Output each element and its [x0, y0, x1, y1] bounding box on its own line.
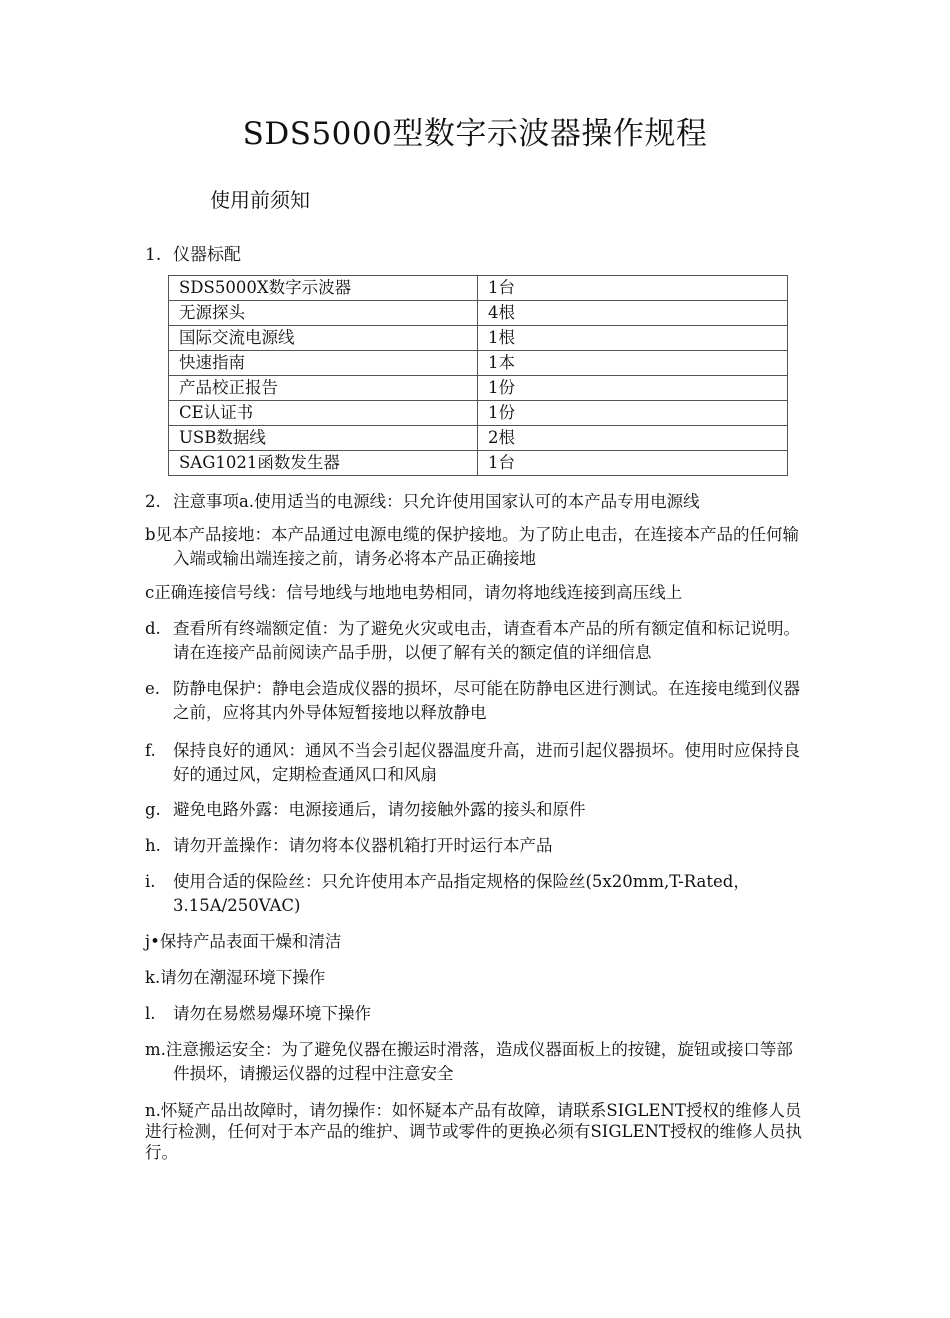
note-2 [145, 490, 805, 514]
note-l [145, 1002, 805, 1026]
note-number: 2. [145, 492, 161, 511]
note-f [145, 739, 805, 787]
note-text: 防静电保护：静电会造成仪器的损坏，尽可能在防静电区进行测试。在连接电缆到仪器之前，应将其内外导体短暂接地以释放静电 [173, 679, 800, 722]
note-number: e. [145, 679, 161, 698]
note-e [145, 677, 805, 725]
note-i [145, 870, 805, 918]
note-text: 请勿开盖操作：请勿将本仪器机箱打开时运行本产品 [173, 836, 553, 855]
qty-cell: 1份 [478, 401, 788, 426]
note-text: 请勿在易燃易爆环境下操作 [173, 1004, 371, 1023]
item-cell: 国际交流电源线 [169, 326, 478, 351]
qty-cell: 2根 [478, 426, 788, 451]
qty-cell: 1台 [478, 276, 788, 301]
item-cell: SAG1021函数发生器 [169, 451, 478, 476]
section-1-label: 仪器标配 [173, 245, 241, 265]
note-c: c正确连接信号线：信号地线与地地电势相同，请勿将地线连接到高压线上 [145, 583, 683, 602]
note-number: l. [145, 1004, 156, 1023]
table-row [169, 301, 788, 326]
note-n: n.怀疑产品出故障时，请勿操作：如怀疑本产品有故障，请联系SIGLENT授权的维修人员进行检测，任何对于本产品的维护、调节或零件的更换必须有SIGLENT授权的维修人员执行。 [145, 1101, 802, 1162]
item-cell: CE认证书 [169, 401, 478, 426]
note-number: h. [145, 836, 161, 855]
table-row [169, 376, 788, 401]
note-m: m.注意搬运安全：为了避免仪器在搬运时滑落，造成仪器面板上的按键，旋钮或接口等部件损坏，请搬运仪器的过程中注意安全 [145, 1040, 793, 1083]
note-number: g. [145, 800, 161, 819]
note-text: 使用合适的保险丝：只允许使用本产品指定规格的保险丝(5x20mm,T-Rated，3.15A/250VAC) [173, 872, 750, 915]
note-number: d. [145, 619, 161, 638]
item-cell: 无源探头 [169, 301, 478, 326]
document-title: SDS5000型数字示波器操作规程 [242, 116, 708, 152]
item-cell: USB数据线 [169, 426, 478, 451]
table-row [169, 426, 788, 451]
note-b: b见本产品接地：本产品通过电源电缆的保护接地。为了防止电击，在连接本产品的任何输入端或输出端连接之前，请务必将本产品正确接地 [145, 525, 800, 568]
table-row [169, 276, 788, 301]
standard-accessories-table [168, 275, 788, 476]
table-row [169, 401, 788, 426]
section-heading: 使用前须知 [210, 188, 310, 212]
table-row [169, 351, 788, 376]
note-j: j•保持产品表面干燥和清洁 [145, 932, 342, 951]
note-text: 避免电路外露：电源接通后，请勿接触外露的接头和原件 [173, 800, 586, 819]
qty-cell: 1根 [478, 326, 788, 351]
qty-cell: 1本 [478, 351, 788, 376]
section-1-heading [145, 240, 241, 265]
note-d [145, 617, 805, 665]
qty-cell: 1台 [478, 451, 788, 476]
note-text: 查看所有终端额定值：为了避免火灾或电击，请查看本产品的所有额定值和标记说明。请在连接产品前阅读产品手册，以便了解有关的额定值的详细信息 [173, 619, 800, 662]
item-cell: 产品校正报告 [169, 376, 478, 401]
qty-cell: 1份 [478, 376, 788, 401]
note-number: f. [145, 741, 156, 760]
note-g [145, 798, 805, 822]
item-cell: SDS5000X数字示波器 [169, 276, 478, 301]
note-number: i. [145, 872, 156, 891]
note-k: k.请勿在潮湿环境下操作 [145, 968, 326, 987]
note-h [145, 834, 805, 858]
table-row [169, 451, 788, 476]
precautions-list [145, 490, 805, 1163]
note-text: 注意事项a.使用适当的电源线：只允许使用国家认可的本产品专用电源线 [173, 492, 700, 511]
item-cell: 快速指南 [169, 351, 478, 376]
section-1-number: 1. [145, 245, 162, 265]
qty-cell: 4根 [478, 301, 788, 326]
table-row [169, 326, 788, 351]
note-text: 保持良好的通风：通风不当会引起仪器温度升高，进而引起仪器损坏。使用时应保持良好的通过风，定期检查通风口和风扇 [173, 741, 800, 784]
